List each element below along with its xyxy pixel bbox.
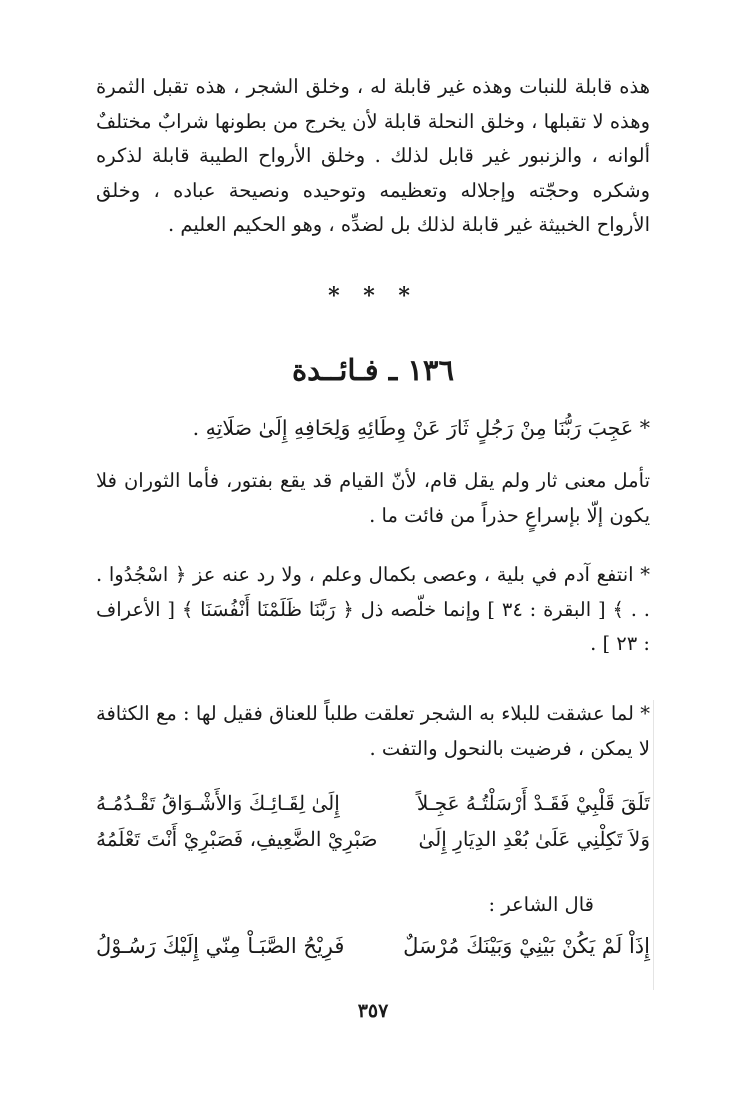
poem-one-verse-2: [96, 821, 650, 857]
adam-paragraph: * انتفع آدم في بلية ، وعصى بكمال وعلم ، ولا رد عنه عز ﴿ اسْجُدُوا . . . ﴾ [ البقرة : ٣٤ ] وإنما خلّصه ذل ﴿ رَبَّنَا ظَلَمْنَا أَنْفُسَنَا ﴾ [ الأعراف : ٢٣ ] .: [96, 563, 650, 655]
section-separator: * * *: [328, 283, 418, 309]
poem-two-verse-1: [96, 928, 650, 964]
hemistich-second: صَبْرِيْ الضَّعِيفِ، فَصَبْرِيْ أَنْتَ تَعْلَمُهُ: [96, 827, 378, 851]
margin-rule: [653, 700, 654, 990]
poet-label: قال الشاعر :: [488, 893, 594, 916]
hemistich-second: فَرِيْحُ الصَّبَـاْ مِنّي إِلَيْكَ رَسُـوْلُ: [96, 934, 345, 958]
meaning-paragraph: تأمل معنى ثار ولم يقل قام، لأنّ القيام قد يقع بفتور، فأما الثوران فلا يكون إلّا بإسراعٍ حذراً من فائت ما .: [96, 469, 650, 527]
poem-one: [96, 785, 650, 857]
hadith-text: * عَجِبَ رَبُّنَا مِنْ رَجُلٍ ثَارَ عَنْ وِطَائِهِ وَلِحَافِهِ إِلَىٰ صَلَاتِهِ .: [192, 416, 650, 440]
hemistich-first: إِذَاْ لَمْ يَكُنْ بَيْنِيْ وَبَيْنَكَ مُرْسَلٌ: [403, 934, 650, 958]
hemistich-second: إِلَىٰ لِقَـائِـكَ وَالأَشْـوَاقُ تَقْـدُمُـهُ: [96, 791, 340, 815]
page-number: ٣٥٧: [357, 1000, 389, 1022]
poem-two: [96, 928, 650, 964]
opening-paragraph: هذه قابلة للنبات وهذه غير قابلة له ، وخلق الشجر ، هذه تقبل الثمرة وهذه لا تقبلها ، وخلق النحلة قابلة لأن يخرج من بطونها شرابٌ مختلفٌ ألوانه ، والزنبور غير قابل لذلك . وخلق الأرواح الطيبة قابلة لذكره وشكره وحجّته وإجلاله وتعظيمه وتوحيده ونصيحة عباده ، وخلق الأرواح الخبيثة غير قابلة لذلك بل لضدِّه ، وهو الحكيم العليم .: [96, 75, 650, 236]
poem-one-verse-1: [96, 785, 650, 821]
hemistich-first: تَلَقَ قَلْبِيْ فَقَـدْ أَرْسَلْتُـهُ عَجِـلاً: [416, 791, 650, 815]
hemistich-first: وَلاَ تَكِلْنِي عَلَىٰ بُعْدِ الدِيَارِ إِلَىٰ: [418, 827, 650, 851]
section-heading: ١٣٦ ـ فـائــدة: [291, 353, 455, 387]
love-paragraph: * لما عشقت للبلاء به الشجر تعلقت طلباً للعناق فقيل لها : مع الكثافة لا يمكن ، فرضيت بالنحول والتفت .: [96, 702, 650, 760]
